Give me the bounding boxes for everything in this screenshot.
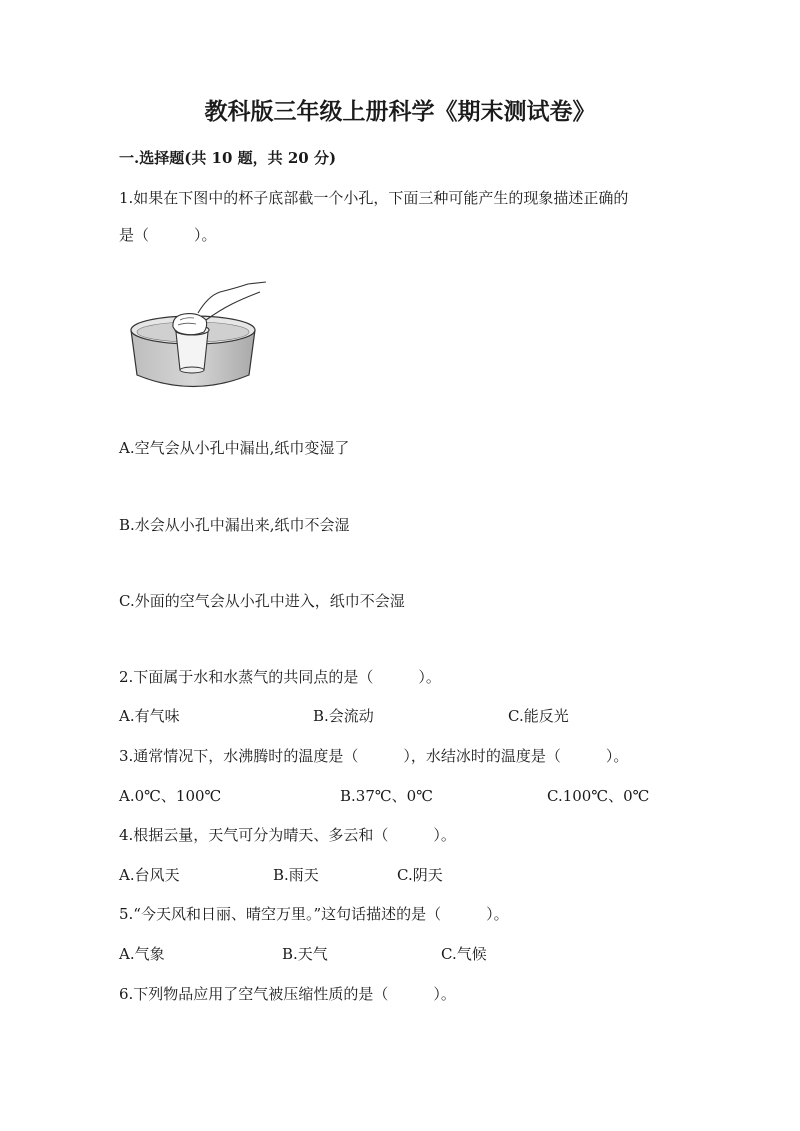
question-2-option-b[interactable]: B.会流动 xyxy=(313,707,374,725)
question-1-option-b[interactable]: B.水会从小孔中漏出来,纸巾不会湿 xyxy=(119,516,350,534)
question-4-option-a[interactable]: A.台风天 xyxy=(119,866,180,884)
question-6-stem: 6.下列物品应用了空气被压缩性质的是（ ）。 xyxy=(119,985,456,1003)
question-4-stem: 4.根据云量，天气可分为晴天、多云和（ ）。 xyxy=(119,826,456,844)
cup-in-basin-illustration xyxy=(128,280,268,395)
question-1-line-1: 1.如果在下图中的杯子底部截一个小孔，下面三种可能产生的现象描述正确的 xyxy=(119,189,629,207)
question-5-option-c[interactable]: C.气候 xyxy=(441,945,487,963)
question-5-option-b[interactable]: B.天气 xyxy=(282,945,328,963)
question-3-stem: 3.通常情况下，水沸腾时的温度是（ ），水结冰时的温度是（ ）。 xyxy=(119,747,629,765)
question-5-option-a[interactable]: A.气象 xyxy=(119,945,165,963)
question-1-option-a[interactable]: A.空气会从小孔中漏出,纸巾变湿了 xyxy=(119,439,350,457)
page-title: 教科版三年级上册科学《期末测试卷》 xyxy=(204,98,596,125)
question-1-line-2: 是（ ）。 xyxy=(119,226,217,244)
section-heading: 一.选择题(共 10 题，共 20 分) xyxy=(119,149,337,167)
question-2-stem: 2.下面属于水和水蒸气的共同点的是（ ）。 xyxy=(119,668,441,686)
question-4-option-b[interactable]: B.雨天 xyxy=(273,866,319,884)
question-3-option-b[interactable]: B.37℃、0℃ xyxy=(340,787,433,805)
question-2-option-a[interactable]: A.有气味 xyxy=(119,707,180,725)
question-2-option-c[interactable]: C.能反光 xyxy=(508,707,569,725)
question-3-option-c[interactable]: C.100℃、0℃ xyxy=(547,787,650,805)
question-3-option-a[interactable]: A.0℃、100℃ xyxy=(119,787,222,805)
question-5-stem: 5.“今天风和日丽、晴空万里。”这句话描述的是（ ）。 xyxy=(119,905,509,923)
question-4-option-c[interactable]: C.阴天 xyxy=(397,866,443,884)
question-1-option-c[interactable]: C.外面的空气会从小孔中进入，纸巾不会湿 xyxy=(119,592,405,610)
